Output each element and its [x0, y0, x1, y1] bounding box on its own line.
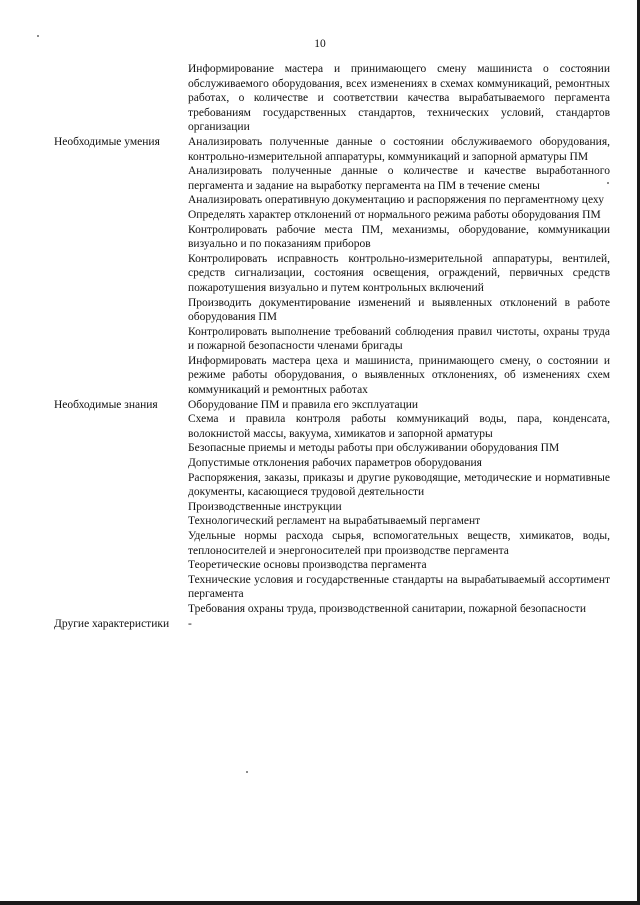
section-label: Необходимые умения — [54, 135, 160, 148]
list-item: Контролировать выполнение требований соблюдения правил чистоты, охраны труда и пожарной безопасности членами бригады — [188, 325, 610, 353]
list-item: Анализировать оперативную документацию и распоряжения по пергаментному цеху — [188, 194, 604, 207]
list-item: Распоряжения, заказы, приказы и другие руководящие, методические и нормативные документы, касающиеся трудовой деятельности — [188, 471, 610, 499]
list-item: Оборудование ПМ и правила его эксплуатации — [188, 398, 419, 411]
page-number: 10 — [314, 38, 326, 50]
section-required-knowledge — [54, 398, 610, 617]
section-items — [188, 617, 610, 632]
list-item: Допустимые отклонения рабочих параметров оборудования — [188, 457, 482, 470]
list-item: Информирование мастера и принимающего смену машиниста о состоянии обслуживаемого оборудования, всех изменениях в схемах коммуникаций, ремонтных работах, о количестве и соответствии качества вырабатываемого пергамента требованиям государственных стандартов, технических условий, стандартов организации — [188, 63, 610, 134]
section-label — [54, 62, 188, 135]
list-item: Схема и правила контроля работы коммуникаций воды, пара, конденсата, волокнистой массы, вакуума, химикатов и запорной арматуры — [188, 413, 610, 440]
document-body — [54, 62, 610, 631]
list-item: Контролировать исправность контрольно-измерительной аппаратуры, вентилей, средств сигнализации, состояния освещения, ограждений, первичных средств пожаротушения визуально и путем контрольных включений — [188, 252, 610, 294]
list-item: Определять характер отклонений от нормального режима работы оборудования ПМ — [188, 208, 601, 221]
list-item: Производственные инструкции — [188, 500, 342, 513]
list-item: Технические условия и государственные стандарты на вырабатываемый ассортимент пергамента — [188, 573, 610, 601]
section-label: Необходимые знания — [54, 398, 158, 411]
list-item: Безопасные приемы и методы работы при обслуживании оборудования ПМ — [188, 442, 560, 455]
section-label: Другие характеристики — [54, 617, 170, 630]
section-required-skills — [54, 135, 610, 398]
list-item: Анализировать полученные данные о количестве и качестве выработанного пергамента и задание на выработку пергамента на ПМ в течение смены — [188, 165, 610, 192]
list-item: - — [188, 617, 192, 630]
section-items — [188, 62, 610, 135]
scan-speck — [37, 35, 39, 37]
section-items — [188, 135, 610, 398]
scan-edge-bottom — [0, 901, 640, 905]
section-items — [188, 398, 610, 617]
list-item: Информировать мастера цеха и машиниста, принимающего смену, о состоянии и режиме работы оборудования, о выявленных отклонениях, об изменениях схем коммуникаций и ремонтных работах — [188, 354, 610, 397]
list-item: Контролировать рабочие места ПМ, механизмы, оборудование, коммуникации визуально и по показаниям приборов — [188, 223, 610, 251]
scan-speck — [246, 771, 248, 773]
list-item: Анализировать полученные данные о состоянии обслуживаемого оборудования, контрольно-измерительной аппаратуры, коммуникаций и запорной арматуры ПМ — [188, 135, 610, 163]
section-intro — [54, 62, 610, 135]
list-item: Требования охраны труда, производственной санитарии, пожарной безопасности — [188, 602, 586, 615]
list-item: Технологический регламент на вырабатываемый пергамент — [188, 515, 481, 528]
section-other-characteristics — [54, 617, 610, 632]
list-item: Теоретические основы производства пергамента — [188, 559, 427, 572]
list-item: Удельные нормы расхода сырья, вспомогательных веществ, химикатов, воды, теплоносителей и энергоносителей при производстве пергамента — [188, 530, 610, 557]
list-item: Производить документирование изменений и выявленных отклонений в работе оборудования ПМ — [188, 296, 610, 324]
